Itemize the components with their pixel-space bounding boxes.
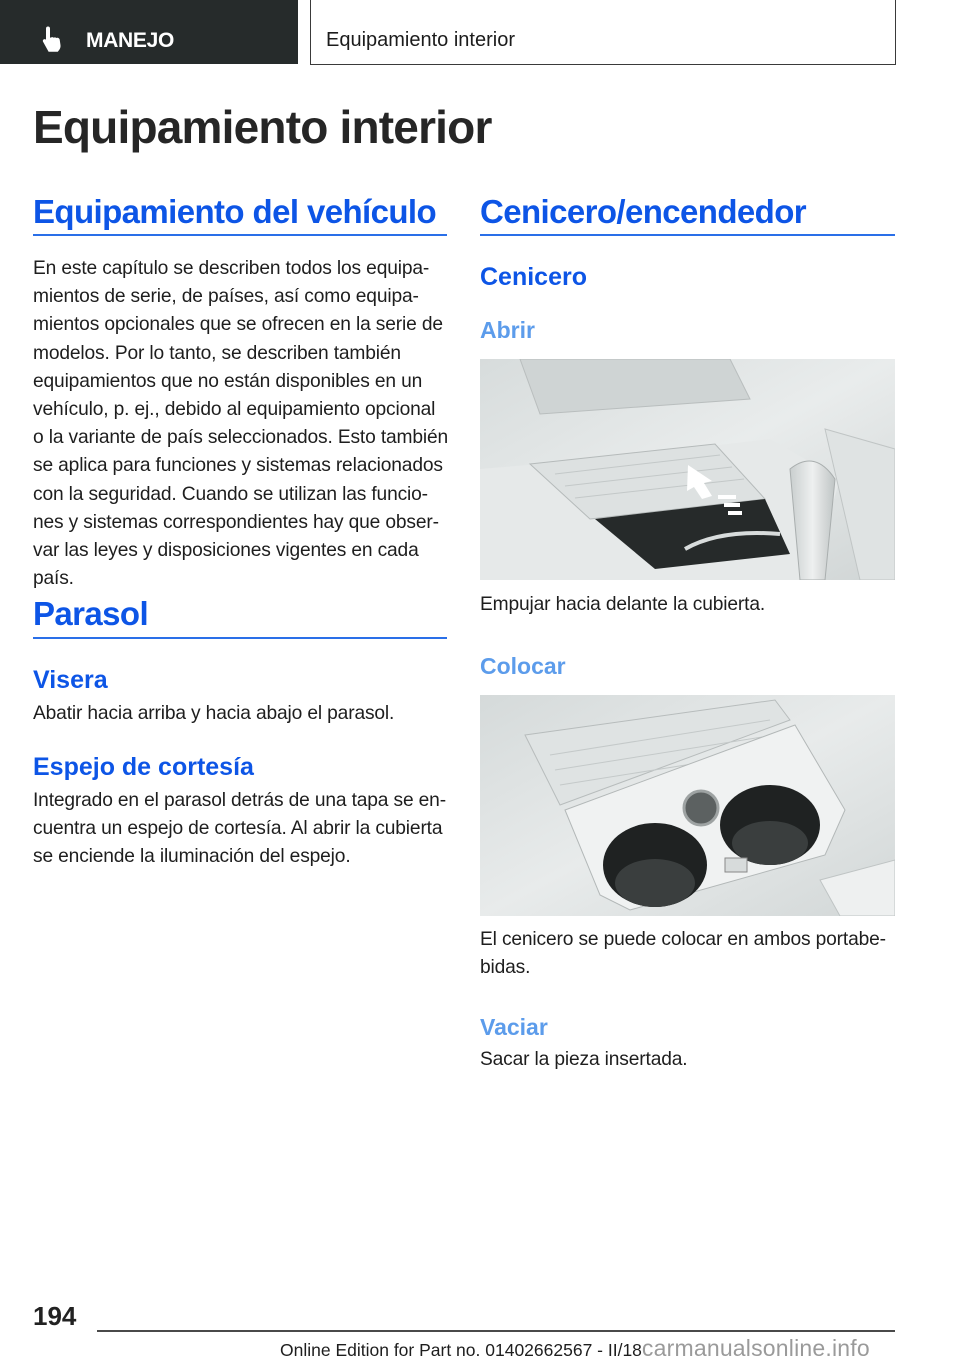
pointing-hand-icon xyxy=(40,25,66,53)
colocar-caption: El cenicero se puede colocar en ambos portabe- bidas. xyxy=(480,929,886,979)
footer-edition xyxy=(280,1335,870,1362)
page-number: 194 xyxy=(33,1301,77,1331)
breadcrumb-label: Equipamiento interior xyxy=(326,29,515,51)
section-divider xyxy=(33,637,447,639)
section-title-vehicle-equipment: Equipamiento del vehículo xyxy=(33,193,437,230)
section-divider xyxy=(480,234,895,236)
footer-divider xyxy=(97,1330,895,1332)
section-divider xyxy=(33,234,447,236)
page-title: Equipamiento interior xyxy=(33,101,492,153)
ashtray-open-figure xyxy=(480,359,895,580)
breadcrumb xyxy=(310,0,896,65)
cupholder-illustration xyxy=(480,695,895,916)
watermark-link[interactable]: carmanualsonline.info xyxy=(641,1335,870,1361)
ashtray-placement-figure xyxy=(480,695,895,916)
subsection-title-visera: Visera xyxy=(33,666,108,694)
section-title-ashtray-lighter: Cenicero/encendedor xyxy=(480,193,807,230)
espejo-text: Integrado en el parasol detrás de una tapa se en- cuentra un espejo de cortesía. Al abrir la cubierta se enciende la iluminación del espejo. xyxy=(33,790,446,868)
chapter-label: MANEJO xyxy=(86,29,175,52)
subsection-title-espejo: Espejo de cortesía xyxy=(33,753,254,781)
chapter-tab[interactable] xyxy=(0,0,298,64)
edition-text: Online Edition for Part no. 01402662567 - II/18 xyxy=(280,1340,642,1360)
ashtray-cover-illustration xyxy=(480,359,895,580)
vaciar-text: Sacar la pieza insertada. xyxy=(480,1049,688,1070)
vehicle-equipment-paragraph: En este capítulo se describen todos los equipa- mientos de serie, de países, así como equipa- mientos opcionales que se ofrecen en la serie de modelos. Por lo tanto, se describen también equipamientos que no están disponibles en un vehículo, p. ej., debido al equipamiento opcional o la variante de país seleccionados. Esto también se aplica para funciones y sistemas relacionados con la seguridad. Cuando se utilizan las funcio- nes y sistemas correspondientes hay que obser- var las leyes y disposiciones vigentes en cada país. xyxy=(33,258,449,590)
abrir-caption: Empujar hacia delante la cubierta. xyxy=(480,594,766,615)
step-title-vaciar: Vaciar xyxy=(480,1014,548,1040)
step-title-abrir: Abrir xyxy=(480,317,535,343)
step-title-colocar: Colocar xyxy=(480,653,566,679)
section-title-parasol: Parasol xyxy=(33,595,149,632)
subsection-title-cenicero: Cenicero xyxy=(480,263,587,291)
visera-text: Abatir hacia arriba y hacia abajo el parasol. xyxy=(33,703,395,724)
